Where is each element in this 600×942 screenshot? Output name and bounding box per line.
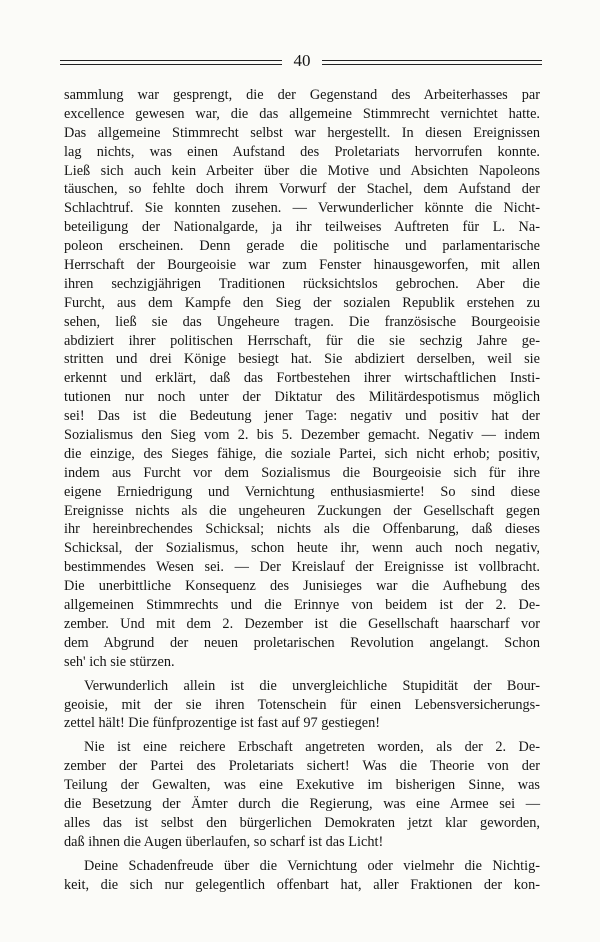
text-line: seh' ich sie stürzen. — [64, 653, 175, 670]
text-line: sammlung war gesprengt, die der Gegenstand des Arbeiterhasses par — [64, 87, 540, 103]
text-line: eigene Erniedrigung und Vernichtung enthusiasmierte! So sind diese — [64, 483, 540, 500]
text-line: Die unerbittliche Konsequenz des Junisieges war die Aufhebung des — [64, 578, 540, 595]
text-line: ihr hereinbrechendes Schicksal; nichts als die Offenbarung, daß dieses — [64, 521, 540, 538]
text-line: Herrschaft der Bourgeoisie war zum Fenster hinausgeworfen, mit allen — [64, 257, 540, 274]
text-line: die einzige, des Sieges fähige, die soziale Partei, sich nicht erhob; positiv, — [64, 445, 540, 462]
text-line: alles das ist selbst den bürgerlichen Demokraten jetzt klar geworden, — [64, 814, 540, 831]
text-line: Das allgemeine Stimmrecht selbst war hergestellt. In diesen Ereignissen — [64, 124, 540, 141]
text-line: erkennt und erklärt, daß das Fortbestehen ihrer wirtschaftlichen Insti- — [64, 370, 540, 387]
text-line: excellence gewesen war, die das allgemeine Stimmrecht vernichtet hatte. — [64, 105, 540, 122]
text-line: keit, die sich nur gelegentlich offenbart hat, aller Fraktionen der kon- — [64, 876, 540, 893]
header-rule-left — [60, 60, 282, 65]
paragraph — [64, 677, 540, 734]
page-body-text — [64, 86, 540, 894]
text-line: Deine Schadenfreude über die Vernichtung oder vielmehr die Nichtig- — [84, 857, 540, 874]
text-line: Sozialismus den Sieg vom 2. bis 5. Dezember gemacht. Negativ — indem — [64, 427, 540, 444]
text-line: Schlachtruf. Sie konnten zusehen. — Verwunderlicher könnte die Nicht- — [64, 200, 540, 217]
text-line: Verwunderlich allein ist die unvergleichliche Stupidität der Bour- — [84, 677, 540, 694]
text-line: Nie ist eine reichere Erbschaft angetreten worden, als der 2. De- — [84, 739, 540, 756]
text-line: tutionen nur noch unter der Diktatur des Militärdespotismus möglich — [64, 389, 540, 406]
text-line: bestimmendes Wesen sei. — Der Kreislauf der Ereignisse ist vollbracht. — [64, 559, 540, 576]
page-number: 40 — [293, 51, 311, 70]
text-line: zettel hält! Die fünfprozentige ist fast auf 97 gestiegen! — [64, 715, 380, 732]
text-line: ihren sechzigjährigen Traditionen rücksichtslos gebrochen. Aber die — [64, 275, 540, 292]
text-line: Teilung der Gewalten, was eine Exekutive im bisherigen Sinne, was — [64, 777, 540, 794]
text-line: täuschen, so fehlte doch ihrem Vorwurf der Stachel, dem Aufstand der — [64, 181, 540, 198]
text-line: zember. Und mit dem 2. Dezember ist die Gesellschaft haarscharf vor — [64, 615, 540, 632]
text-line: Furcht, aus dem Kampfe den Sieg der sozialen Republik erstehen zu — [64, 294, 540, 311]
text-line: Ereignisse nichts als die ungeheuren Zuckungen der Gesellschaft gegen — [64, 502, 540, 519]
text-line: beteiligung der Nationalgarde, ja ihr teilweises Auftreten für L. Na- — [64, 219, 540, 236]
text-line: abdiziert ihrer politischen Herrschaft, für die sie sechzig Jahre ge- — [64, 332, 540, 349]
text-line: die Besetzung der Ämter durch die Regierung, was eine Armee sei — — [64, 795, 540, 812]
text-line: lag nichts, was einen Aufstand des Proletariats hervorrufen konnte. — [64, 143, 540, 160]
text-line: geoisie, mit der sie ihren Totenschein für einen Lebensversicherungs- — [64, 696, 540, 713]
text-line: indem aus Furcht vor dem Sozialismus die Bourgeoisie sich für ihre — [64, 464, 540, 481]
text-line: Ließ sich auch kein Arbeiter über die Motive und Absichten Napoleons — [64, 162, 540, 179]
paragraph — [64, 738, 540, 851]
running-header — [60, 51, 542, 72]
paragraph — [64, 86, 540, 672]
text-line: sehen, ließ sie das Ungeheure tragen. Die französische Bourgeoisie — [64, 313, 540, 330]
text-line: poleon erscheinen. Denn gerade die politische und parlamentarische — [64, 238, 540, 255]
text-line: sei! Das ist die Bedeutung jener Tage: negativ und positiv hat der — [64, 408, 540, 425]
text-line: allgemeinen Stimmrechts und die Erinnye von beidem ist der 2. De- — [64, 597, 540, 614]
header-rule-right — [322, 60, 542, 65]
text-line: dem Abgrund der neuen proletarischen Revolution angelangt. Schon — [64, 634, 540, 651]
paragraph — [64, 857, 540, 895]
text-line: daß ihnen die Augen überlaufen, so scharf ist das Licht! — [64, 833, 384, 850]
text-line: zember der Partei des Proletariats sichert! Was die Theorie von der — [64, 758, 540, 775]
text-line: Schicksal, der Sozialismus, schon heute ihr, wenn auch noch negativ, — [64, 540, 540, 557]
text-line: stritten und drei Könige besiegt hat. Sie abdiziert derselben, weil sie — [64, 351, 540, 368]
